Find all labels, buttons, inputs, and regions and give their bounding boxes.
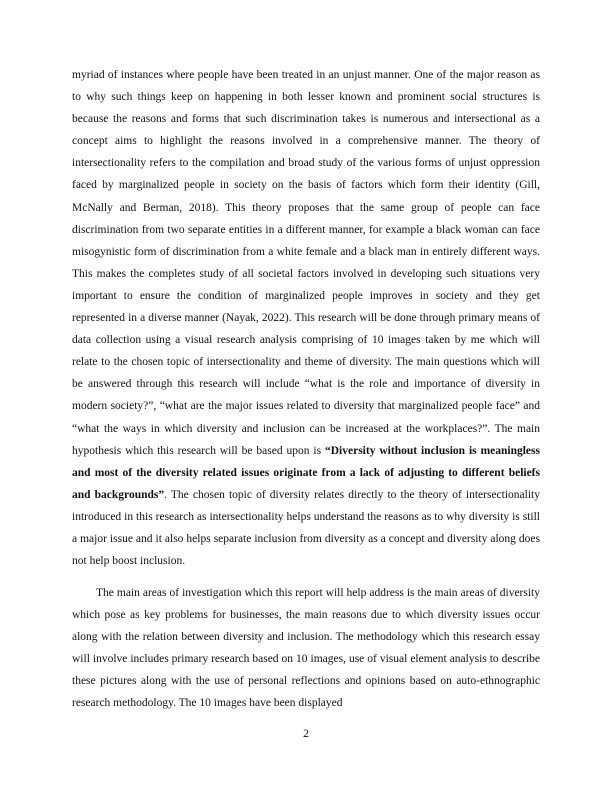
paragraph-1-text: myriad of instances where people have been treated in an unjust manner. One of the major reason as to why such things keep on happening in both lesser known and prominent social structures is because the reasons and forms that such discrimination takes is numerous and intersectional as a concept aims to highlight the reasons involved in a comprehensive manner. The theory of intersectionality refers to the compilation and broad study of the various forms of unjust oppression faced by marginalized people in society on the basis of factors which form their identity (Gill, McNally and Berman, 2018). This theory proposes that the same group of people can face discrimination from two separate entities in a different manner, for example a black woman can face misogynistic form of discrimination from a white female and a black man in entirely different ways. This makes the completes study of all societal factors involved in developing such situations very important to ensure the condition of marginalized people improves in society and they get represented in a diverse manner (Nayak, 2022). This research will be done through primary means of data collection using a visual research analysis comprising of 10 images taken by me which will relate to the chosen topic of intersectionality and theme of diversity. The main questions which will be answered through this research will include “what is the role and importance of diversity in modern society?”, “what are the major issues related to diversity that marginalized people face” and “what the ways in which diversity and inclusion can be increased at the workplaces?”. The main hypothesis which this research will be based upon is bbox=[72, 69, 540, 457]
body-paragraph-2: The main areas of investigation which this report will help address is the main areas of diversity which pose as key problems for businesses, the main reasons due to which diversity issues occur along with the relation between diversity and inclusion. The methodology which this research essay will involve includes primary research based on 10 images, use of visual element analysis to describe these pictures along with the use of personal reflections and opinions based on auto-ethnographic research methodology. The 10 images have been displayed bbox=[72, 587, 540, 710]
hypothesis-statement: “Diversity without inclusion is meaningless and most of the diversity related issues originate from a lack of adjusting to different beliefs and backgrounds” bbox=[72, 444, 540, 501]
body-paragraph-1 bbox=[72, 64, 540, 572]
paragraph-1-continuation: . The chosen topic of diversity relates directly to the theory of intersectionality introduced in this research as intersectionality helps understand the reasons as to why diversity is still a major issue and it also helps separate inclusion from diversity as a concept and diversity along does not help boost inclusion. bbox=[72, 488, 540, 568]
page-number: 2 bbox=[303, 728, 309, 740]
